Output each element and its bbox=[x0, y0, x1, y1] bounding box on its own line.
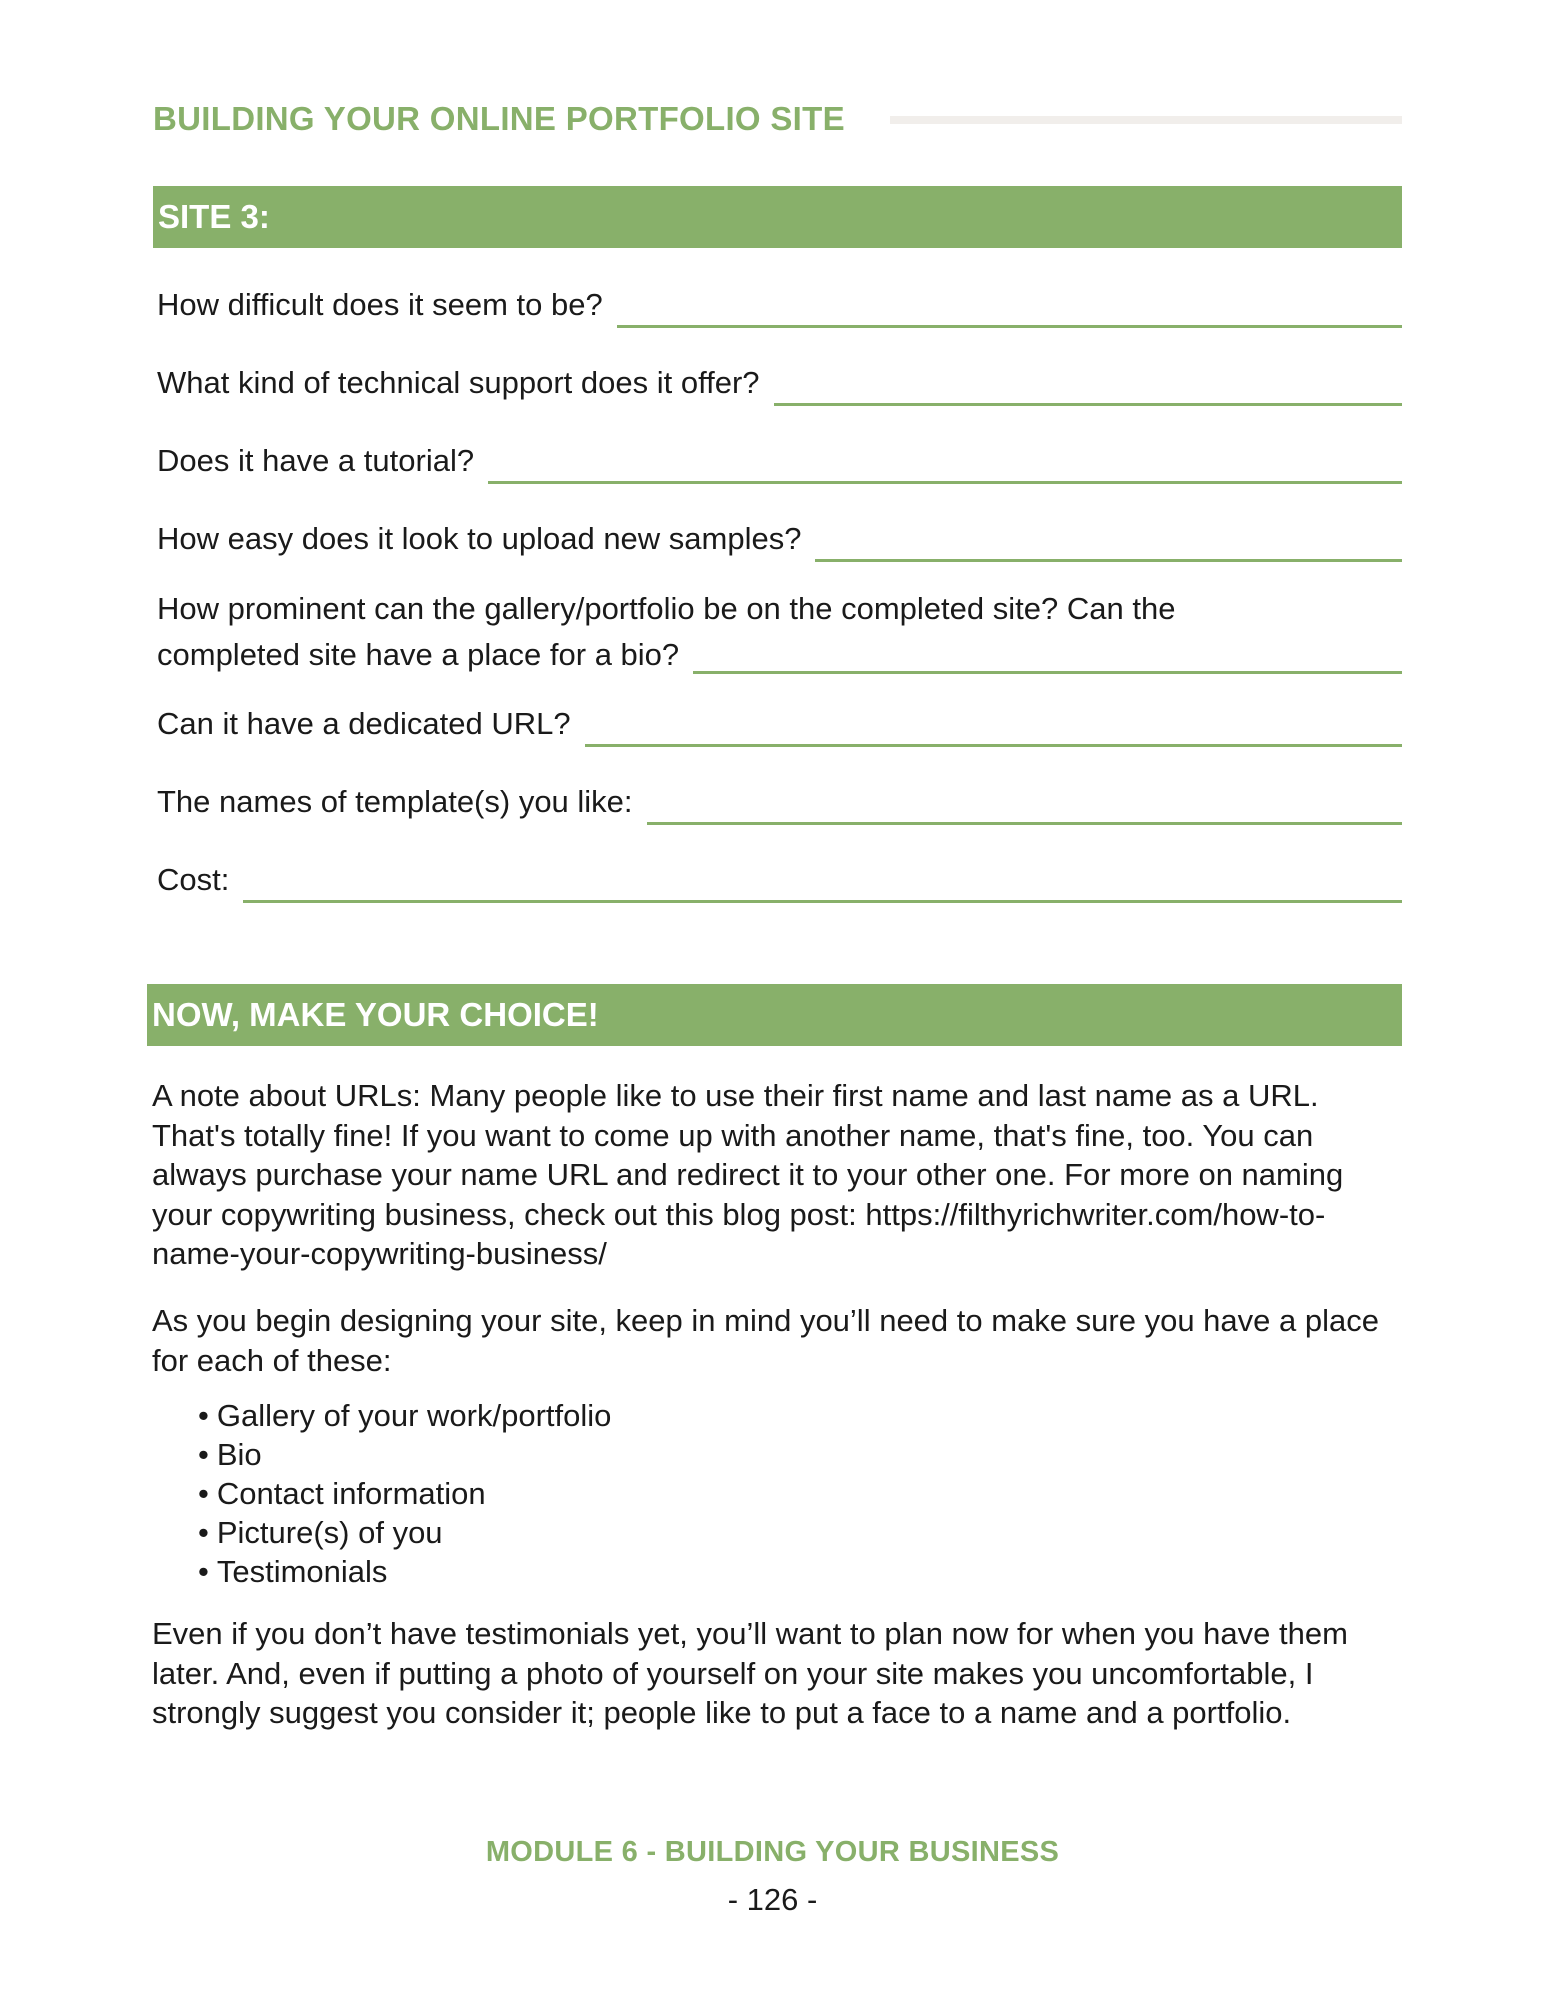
answer-line[interactable] bbox=[647, 822, 1402, 825]
question-label: The names of template(s) you like: bbox=[157, 784, 633, 819]
list-item: • Contact information bbox=[198, 1474, 611, 1513]
site-3-heading: SITE 3: bbox=[153, 186, 1402, 248]
footer-module-title: MODULE 6 - BUILDING YOUR BUSINESS bbox=[485, 1836, 1060, 1868]
answer-line[interactable] bbox=[585, 744, 1402, 747]
question-technical-support bbox=[157, 364, 1402, 402]
answer-line[interactable] bbox=[488, 481, 1402, 484]
question-dedicated-url bbox=[157, 705, 1402, 743]
question-gallery-bio bbox=[157, 586, 1402, 678]
question-label: Does it have a tutorial? bbox=[157, 443, 475, 478]
page-number: - 126 - bbox=[727, 1882, 818, 1917]
question-tutorial bbox=[157, 442, 1402, 480]
question-label: How prominent can the gallery/portfolio be on the completed site? Can the bbox=[157, 591, 1176, 626]
answer-line[interactable] bbox=[815, 559, 1402, 562]
question-template-names bbox=[157, 783, 1402, 821]
question-cost bbox=[157, 861, 1402, 899]
question-label: Can it have a dedicated URL? bbox=[157, 706, 571, 741]
answer-line[interactable] bbox=[774, 403, 1402, 406]
page-header-title: BUILDING YOUR ONLINE PORTFOLIO SITE bbox=[153, 100, 845, 137]
list-item: • Gallery of your work/portfolio bbox=[198, 1396, 611, 1435]
answer-line[interactable] bbox=[617, 325, 1402, 328]
design-intro-paragraph: As you begin designing your site, keep in mind you’ll need to make sure you have a place for each of these: bbox=[152, 1303, 1379, 1378]
question-label: How easy does it look to upload new samples? bbox=[157, 521, 802, 556]
make-your-choice-heading: NOW, MAKE YOUR CHOICE! bbox=[147, 984, 1402, 1046]
question-label-continued: completed site have a place for a bio? bbox=[157, 637, 680, 672]
header-divider bbox=[890, 116, 1402, 124]
question-upload-samples bbox=[157, 520, 1402, 558]
answer-line[interactable] bbox=[693, 671, 1402, 674]
list-item: • Testimonials bbox=[198, 1552, 611, 1591]
question-label: Cost: bbox=[157, 862, 230, 897]
url-note-paragraph: A note about URLs: Many people like to use their first name and last name as a URL. That's totally fine! If you want to come up with another name, that's fine, too. You can always purchase your name URL and redirect it to your other one. For more on naming your copywriting business, check out this blog post: https://filthyrichwriter.com/how-to-name-your-copywriting-business/ bbox=[152, 1078, 1344, 1271]
answer-line[interactable] bbox=[243, 900, 1402, 903]
question-label: What kind of technical support does it offer? bbox=[157, 365, 760, 400]
site-requirements-list bbox=[198, 1396, 611, 1591]
question-difficulty bbox=[157, 286, 1402, 324]
question-label: How difficult does it seem to be? bbox=[157, 287, 603, 322]
list-item: • Picture(s) of you bbox=[198, 1513, 611, 1552]
testimonials-photo-paragraph: Even if you don’t have testimonials yet, you’ll want to plan now for when you have them later. And, even if putting a photo of yourself on your site makes you uncomfortable, I strongly suggest you consider it; people like to put a face to a name and a portfolio. bbox=[152, 1616, 1348, 1730]
list-item: • Bio bbox=[198, 1435, 611, 1474]
